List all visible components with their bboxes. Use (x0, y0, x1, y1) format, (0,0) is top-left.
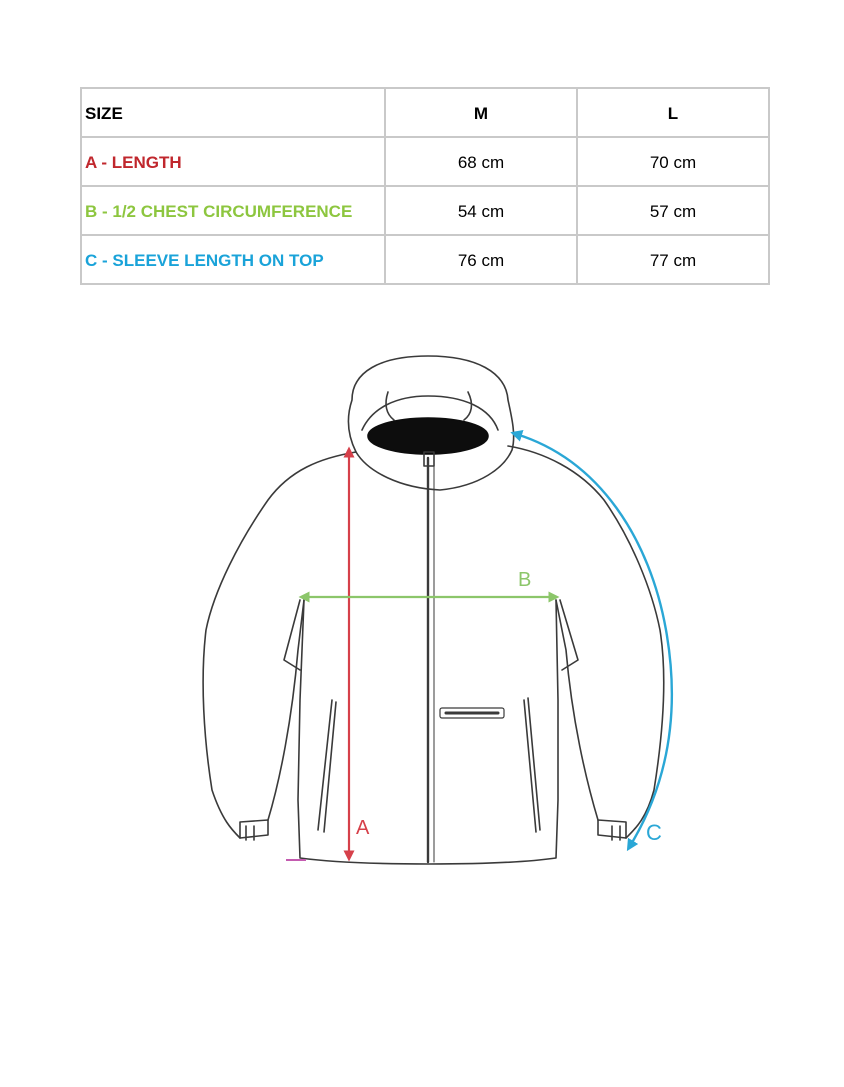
chest-m-value: 54 cm (385, 186, 577, 235)
sleeve-m-value: 76 cm (385, 235, 577, 284)
length-label: A - LENGTH (81, 137, 385, 186)
sleeve-l-value: 77 cm (577, 235, 769, 284)
marker-c: C (646, 820, 662, 845)
marker-a: A (356, 817, 370, 839)
chest-l-value: 57 cm (577, 186, 769, 235)
size-l-header: L (577, 88, 769, 137)
length-l-value: 70 cm (577, 137, 769, 186)
size-header-cell: SIZE (81, 88, 385, 137)
marker-b: B (518, 569, 532, 591)
sleeve-label: C - SLEEVE LENGTH ON TOP (81, 235, 385, 284)
chest-label: B - 1/2 CHEST CIRCUMFERENCE (81, 186, 385, 235)
jacket-outline (203, 356, 664, 864)
size-m-header: M (385, 88, 577, 137)
sleeve-arrow (516, 434, 672, 846)
length-m-value: 68 cm (385, 137, 577, 186)
